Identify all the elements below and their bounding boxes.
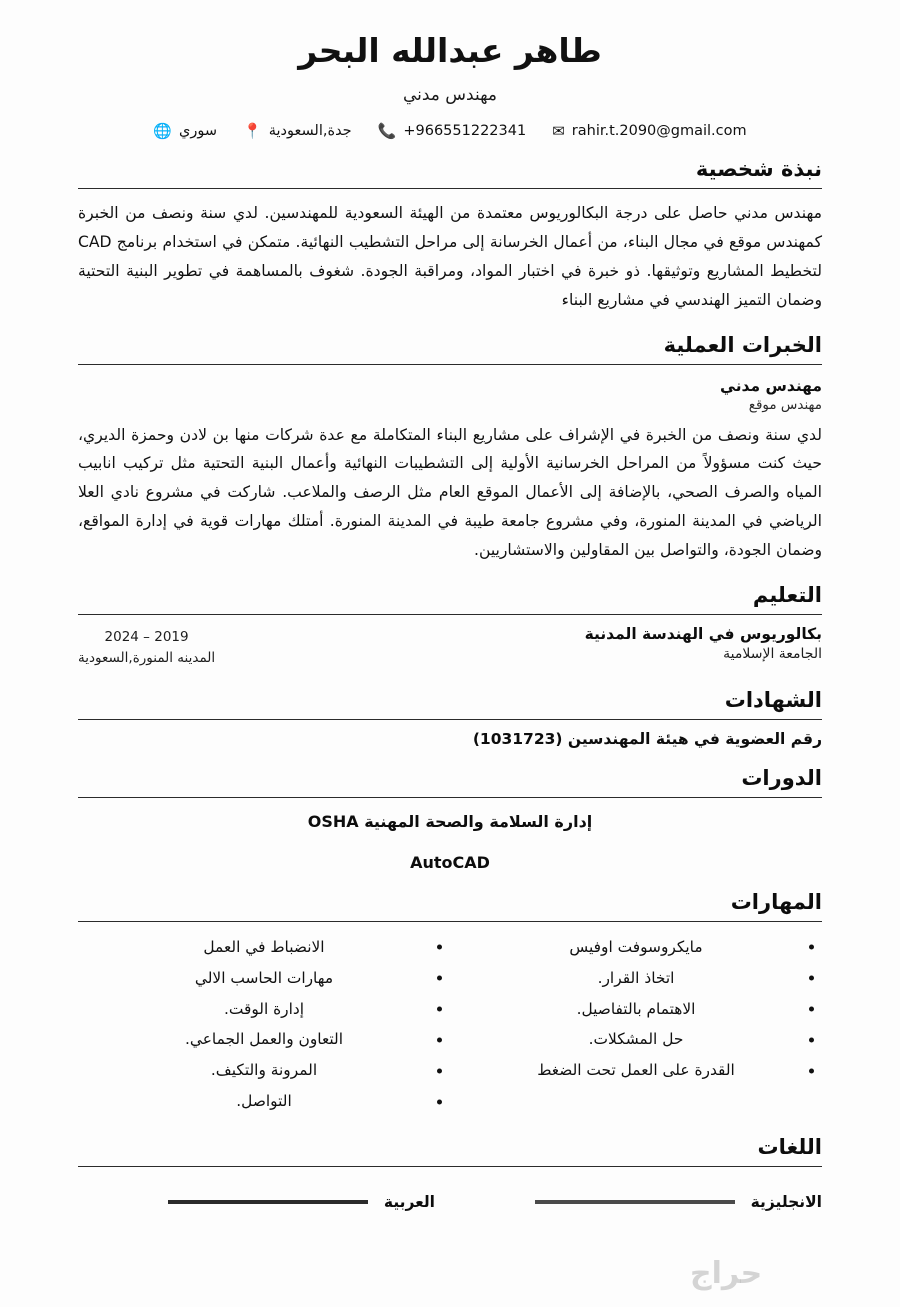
bullet-icon — [809, 1068, 814, 1073]
divider-experience — [78, 364, 822, 365]
list-item — [78, 1024, 450, 1055]
globe-icon: 🌐 — [153, 121, 173, 140]
list-item — [78, 1086, 450, 1117]
list-item — [78, 932, 450, 963]
contact-email-text: rahir.t.2090@gmail.com — [571, 123, 747, 140]
location-pin-icon: 📍 — [243, 121, 262, 140]
bullet-icon — [437, 1037, 442, 1042]
contact-location — [243, 123, 352, 139]
job-title: مهندس مدني — [402, 85, 498, 106]
contact-row — [78, 123, 822, 139]
divider-courses — [78, 797, 822, 798]
education-dates: 2019 – 2024 — [104, 628, 189, 645]
bullet-icon — [809, 1007, 814, 1012]
skill-label: الاهتمام بالتفاصيل. — [576, 999, 696, 1018]
language-name: العربية — [383, 1192, 435, 1211]
section-title-summary: نبذة شخصية — [695, 157, 822, 182]
divider-summary — [78, 188, 822, 189]
list-item — [450, 994, 822, 1025]
list-item — [450, 1024, 822, 1055]
bullet-icon — [437, 976, 442, 981]
contact-nationality-text: سوري — [179, 123, 218, 140]
list-item — [78, 1055, 450, 1086]
skill-label: إدارة الوقت. — [223, 999, 305, 1018]
contact-phone[interactable] — [378, 123, 527, 139]
list-item — [78, 994, 450, 1025]
section-title-courses: الدورات — [741, 766, 822, 791]
list-item — [78, 963, 450, 994]
skills-column-right — [78, 932, 450, 1117]
skills-columns — [78, 932, 822, 1117]
contact-phone-text: +966551222341 — [403, 123, 527, 140]
skill-label: التواصل. — [236, 1092, 292, 1111]
page-title: طاهر عبدالله البحر — [298, 31, 602, 70]
language-item-english — [465, 1193, 822, 1211]
skill-label: مايكروسوفت اوفيس — [569, 938, 703, 957]
education-school: الجامعة الإسلامية — [723, 645, 822, 662]
bullet-icon — [437, 945, 442, 950]
bullet-icon — [437, 1007, 442, 1012]
watermark: حراج — [690, 1256, 763, 1291]
skill-label: حل المشكلات. — [588, 1030, 684, 1049]
skill-label: اتخاذ القرار. — [597, 968, 675, 987]
divider-certificates — [78, 719, 822, 720]
skill-label: المرونة والتكيف. — [210, 1061, 318, 1080]
education-location: المدينه المنورة,السعودية — [78, 650, 216, 667]
list-item — [450, 1055, 822, 1086]
course-item-autocad: AutoCAD — [410, 853, 490, 873]
skill-label: مهارات الحاسب الالي — [194, 968, 334, 987]
envelope-icon: ✉ — [552, 121, 565, 140]
divider-education — [78, 614, 822, 615]
course-item-osha: إدارة السلامة والصحة المهنية OSHA — [307, 812, 593, 832]
certificate-item: رقم العضوية في هيئة المهندسين (1031723) — [472, 730, 822, 749]
education-left — [585, 625, 822, 662]
education-right — [78, 625, 215, 670]
skill-label: القدرة على العمل تحت الضغط — [537, 1061, 735, 1080]
bullet-icon — [437, 1099, 442, 1104]
contact-email[interactable] — [552, 123, 746, 139]
section-title-experience: الخبرات العملية — [663, 332, 822, 357]
experience-item — [78, 377, 822, 565]
section-title-skills: المهارات — [730, 890, 822, 915]
summary-body: مهندس مدني حاصل على درجة البكالوريوس معتمدة من الهيئة السعودية للمهندسين. لدي سنة ونصف من الخبرة كمهندس موقع في مجال البناء، من أعمال الخرسانة إلى مراحل التشطيب النهائية. متمكن في استخدام برنامج CAD لتخطيط المشاريع وتوثيقها. ذو خبرة في اختبار المواد، ومراقبة الجودة. شغوف بالمساهمة في تطوير البنية التحتية وضمان التميز الهندسي في مشاريع البناء — [78, 204, 822, 309]
contact-nationality — [153, 123, 217, 139]
experience-subrole: مهندس موقع — [748, 396, 822, 413]
phone-icon: 📞 — [377, 121, 397, 140]
bullet-icon — [809, 976, 814, 981]
language-level-bar — [535, 1200, 735, 1204]
skill-label: الانضباط في العمل — [203, 938, 325, 957]
bullet-icon — [437, 1068, 442, 1073]
bullet-icon — [809, 1037, 814, 1042]
language-level-bar — [168, 1200, 368, 1204]
list-item — [450, 932, 822, 963]
section-title-certificates: الشهادات — [724, 688, 822, 713]
bullet-icon — [809, 945, 814, 950]
divider-skills — [78, 921, 822, 922]
language-name: الانجليزية — [750, 1192, 822, 1211]
section-title-languages: اللغات — [757, 1134, 822, 1159]
experience-role: مهندس مدني — [720, 376, 822, 395]
contact-location-text: جدة,السعودية — [268, 123, 352, 140]
divider-languages — [78, 1166, 822, 1167]
list-item — [450, 963, 822, 994]
education-item — [78, 625, 822, 670]
education-degree: بكالوريوس في الهندسة المدنية — [584, 624, 822, 643]
language-item-arabic — [78, 1193, 435, 1211]
skills-column-left — [450, 932, 822, 1117]
experience-body: لدي سنة ونصف من الخبرة في الإشراف على مشاريع البناء المتكاملة مع عدة شركات منها بن لادن وحمزة الديري، حيث كنت مسؤولاً من المراحل الخرسانية الأولية إلى التشطيبات النهائية وأعمال البنية التحتية مثل تركيب انابيب المياه والصرف الصحي، بالإضافة إلى الأعمال الموقع العام مثل الرصف والملاعب. شاركت في مشروع نادي العلا الرياضي في المدينة المنورة، وفي مشروع جامعة طيبة في المدينة المنورة. أمتلك مهارات قوية في إدارة المواقع، وضمان الجودة، والتواصل بين المقاولين والاستشاريين. — [78, 425, 822, 559]
languages-row — [78, 1193, 822, 1211]
section-title-education: التعليم — [752, 582, 822, 607]
skill-label: التعاون والعمل الجماعي. — [184, 1030, 343, 1049]
